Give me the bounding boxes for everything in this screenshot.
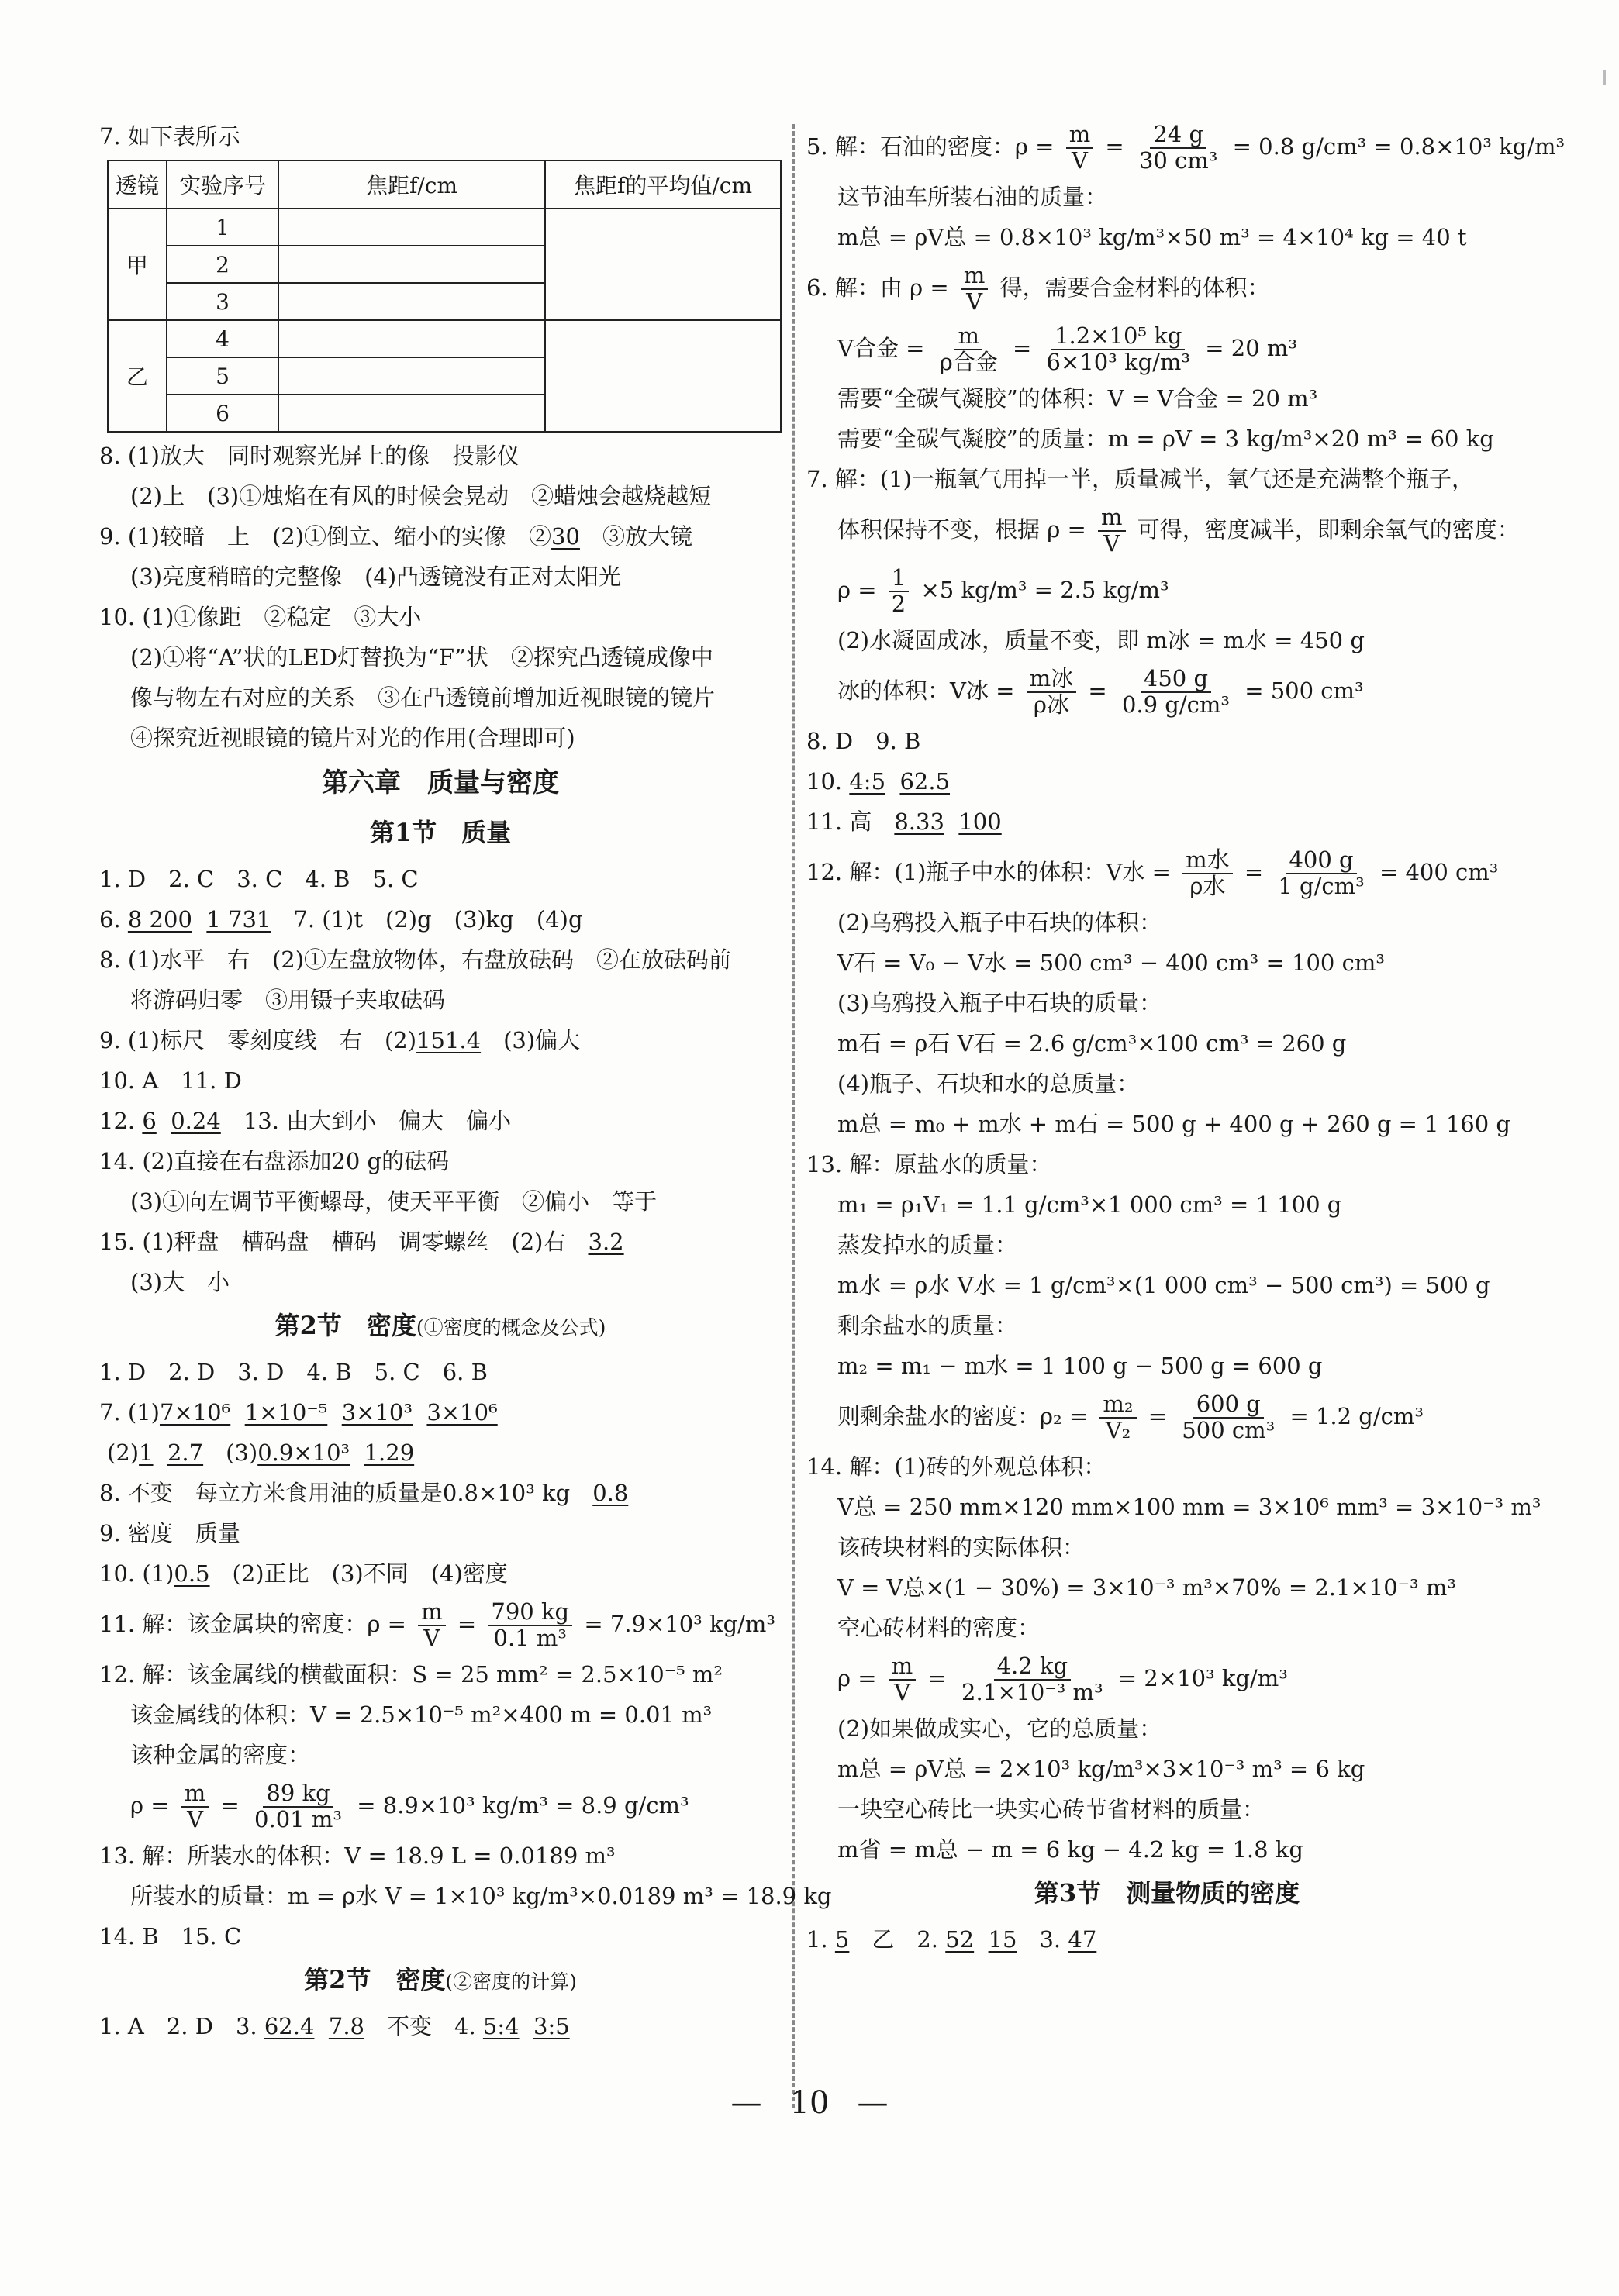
q7-title: 7. 如下表所示 <box>99 123 240 150</box>
trial-cell: 2 <box>167 246 278 283</box>
th-lens: 透镜 <box>108 160 167 209</box>
focal-cell <box>278 246 545 283</box>
page-dash-right: — <box>857 2085 889 2121</box>
answer-line: (3)亮度稍暗的完整像 (4)凸透镜没有正对太阳光 <box>130 564 622 590</box>
focal-length-table <box>107 160 782 433</box>
chapter-title: 第六章 质量与密度 <box>322 767 559 798</box>
answer-line: 1. A 2. D 3. 62.4 7.8 不变 4. 5:4 3:5 <box>99 2013 570 2039</box>
page-dash-left: — <box>730 2085 762 2121</box>
answer-line: 蒸发掉水的质量： <box>837 1232 1018 1258</box>
average-cell <box>545 320 781 432</box>
answer-line: 11. 高 8.33 100 <box>806 808 1002 835</box>
answer-line: (4)瓶子、石块和水的总质量： <box>837 1070 1140 1097</box>
answer-line: 该金属线的体积：V = 2.5×10⁻⁵ m²×400 m = 0.01 m³ <box>130 1701 713 1728</box>
answer-line: m总 = m₀ + m水 + m石 = 500 g + 400 g + 260 g = 1 160 g <box>837 1111 1510 1137</box>
answer-line: 该种金属的密度： <box>130 1742 311 1768</box>
answer-line: m₁ = ρ₁V₁ = 1.1 g/cm³×1 000 cm³ = 1 100 g <box>837 1191 1342 1218</box>
th-average: 焦距f的平均值/cm <box>545 160 781 209</box>
formula-line: ρ = $\frac{m}{V}$ = $\frac{89 kg}{\text{0.01 m³}}$ = 8.9×10³ kg/m³ = 8.9 g/cm³ <box>130 1780 689 1832</box>
answer-line: 1. D 2. D 3. D 4. B 5. C 6. B <box>99 1359 488 1385</box>
answer-line: 12. 解：该金属线的横截面积：S = 25 mm² = 2.5×10⁻⁵ m² <box>99 1661 723 1688</box>
left-column <box>99 116 832 2046</box>
answer-line: V总 = 250 mm×120 mm×100 mm = 3×10⁶ mm³ = 3×10⁻³ m³ <box>837 1494 1541 1520</box>
answer-line: 像与物左右对应的关系 ③在凸透镜前增加近视眼镜的镜片 <box>130 684 716 711</box>
column-divider <box>792 124 795 2108</box>
answer-line: 8. D 9. B <box>806 728 921 754</box>
focal-cell <box>278 283 545 320</box>
answer-line: V = V总×(1 − 30%) = 3×10⁻³ m³×70% = 2.1×10⁻³ m³ <box>837 1574 1456 1601</box>
edge-mark <box>1603 70 1606 85</box>
answer-line: 一块空心砖比一块实心砖节省材料的质量： <box>837 1796 1265 1822</box>
section-title: 第1节 质量 <box>369 818 512 847</box>
answer-line: m总 = ρV总 = 2×10³ kg/m³×3×10⁻³ m³ = 6 kg <box>837 1756 1365 1782</box>
th-focal: 焦距f/cm <box>278 160 545 209</box>
answer-line: 将游码归零 ③用镊子夹取砝码 <box>130 987 446 1013</box>
answer-line: (3)①向左调节平衡螺母，使天平平衡 ②偏小 等于 <box>130 1188 658 1215</box>
focal-cell <box>278 357 545 395</box>
section-title: 第2节 密度(①密度的概念及公式) <box>274 1311 606 1340</box>
answer-line: 剩余盐水的质量： <box>837 1312 1018 1339</box>
answer-line: m省 = m总 − m = 6 kg − 4.2 kg = 1.8 kg <box>837 1836 1303 1863</box>
answer-line: (2)上 (3)①烛焰在有风的时候会晃动 ②蜡烛会越烧越短 <box>130 483 712 509</box>
page-number <box>0 2085 1619 2121</box>
answer-line: m石 = ρ石 V石 = 2.6 g/cm³×100 cm³ = 260 g <box>837 1030 1347 1057</box>
answer-line: m₂ = m₁ − m水 = 1 100 g − 500 g = 600 g <box>837 1353 1323 1379</box>
answer-line: 1. D 2. C 3. C 4. B 5. C <box>99 866 419 892</box>
answer-line: m总 = ρV总 = 0.8×10³ kg/m³×50 m³ = 4×10⁴ kg = 40 t <box>837 224 1467 250</box>
trial-cell: 1 <box>167 209 278 246</box>
answer-line: 8. (1)放大 同时观察光屏上的像 投影仪 <box>99 443 520 469</box>
answer-line: ④探究近视眼镜的镜片对光的作用(合理即可) <box>130 725 575 751</box>
formula-line: ρ = $\frac{m}{V}$ = $\frac{4.2 kg}{\text{2.1×10⁻³ m³}}$ = 2×10³ kg/m³ <box>837 1653 1288 1705</box>
answer-line: (2)1 2.7 (3)0.9×10³ 1.29 <box>107 1439 415 1466</box>
answer-line: 14. B 15. C <box>99 1923 242 1950</box>
answer-line: 8. (1)水平 右 (2)①左盘放物体，右盘放砝码 ②在放砝码前 <box>99 946 732 973</box>
average-cell <box>545 209 781 320</box>
answer-line: 这节油车所装石油的质量： <box>837 184 1108 210</box>
answer-line: 13. 解：原盐水的质量： <box>806 1151 1052 1177</box>
answer-line: 7. 解：(1)一瓶氧气用掉一半，质量减半，氧气还是充满整个瓶子， <box>806 466 1474 492</box>
answer-line: 12. 6 0.24 13. 由大到小 偏大 偏小 <box>99 1108 512 1134</box>
answer-line: 9. (1)较暗 上 (2)①倒立、缩小的实像 ②30 ③放大镜 <box>99 523 692 550</box>
focal-cell <box>278 320 545 357</box>
formula-line: 则剩余盐水的密度：ρ₂ = $\frac{\text{m₂}}{\text{V₂}}$ = $\frac{600 g}{\text{500 cm³}}$ = 1.2 g/cm³ <box>837 1391 1424 1443</box>
answer-line: 10. (1)0.5 (2)正比 (3)不同 (4)密度 <box>99 1560 508 1587</box>
answer-line: (2)如果做成实心，它的总质量： <box>837 1715 1162 1742</box>
answer-line: 10. A 11. D <box>99 1067 242 1094</box>
answer-line: 1. 5 乙 2. 52 15 3. 47 <box>806 1926 1097 1953</box>
formula-line: V合金 = $\frac{m}{\text{ρ合金}}$ = $\frac{\text{1.2×10⁵ kg}}{\text{6×10³ kg/m³}}$ = 20 m³ <box>837 322 1298 375</box>
answer-line: 所装水的质量：m = ρ水 V = 1×10³ kg/m³×0.0189 m³ = 18.9 kg <box>130 1883 832 1909</box>
lens-jia: 甲 <box>108 209 167 320</box>
answer-line: 13. 解：所装水的体积：V = 18.9 L = 0.0189 m³ <box>99 1843 616 1869</box>
answer-line: 10. (1)①像距 ②稳定 ③大小 <box>99 604 422 630</box>
section-title: 第3节 测量物质的密度 <box>1034 1878 1300 1908</box>
formula-line: 6. 解：由 ρ = $\frac{m}{V}$ 得，需要合金材料的体积： <box>806 262 1270 315</box>
answer-line: m水 = ρ水 V水 = 1 g/cm³×(1 000 cm³ − 500 cm³) = 500 g <box>837 1272 1490 1298</box>
page-number-value: 10 <box>789 2085 830 2121</box>
answer-line: 需要“全碳气凝胶”的质量：m = ρV = 3 kg/m³×20 m³ = 60 kg <box>837 426 1494 452</box>
answer-line: 9. 密度 质量 <box>99 1520 240 1546</box>
trial-cell: 5 <box>167 357 278 395</box>
answer-line: (2)①将“A”状的LED灯替换为“F”状 ②探究凸透镜成像中 <box>130 644 713 671</box>
focal-cell <box>278 209 545 246</box>
formula-line: 11. 解：该金属块的密度：ρ = $\frac{m}{V}$ = $\frac{790 kg}{\text{0.1 m³}}$ = 7.9×10³ kg/m³ <box>99 1598 776 1651</box>
formula-line: 冰的体积：V冰 = $\frac{\text{m冰}}{\text{ρ冰}}$ = $\frac{450 g}{\text{0.9 g/cm³}}$ = 500 cm³ <box>837 665 1364 718</box>
focal-cell <box>278 395 545 432</box>
answer-line: 10. 4:5 62.5 <box>806 768 951 795</box>
answer-line: (3)乌鸦投入瓶子中石块的质量： <box>837 990 1162 1016</box>
trial-cell: 3 <box>167 283 278 320</box>
answer-line: 空心砖材料的密度： <box>837 1615 1041 1641</box>
answer-line: 6. 8 200 1 731 7. (1)t (2)g (3)kg (4)g <box>99 906 583 933</box>
right-column <box>806 116 1565 1960</box>
answer-line: V石 = V₀ − V水 = 500 cm³ − 400 cm³ = 100 cm³ <box>837 950 1385 976</box>
trial-cell: 4 <box>167 320 278 357</box>
answer-line: 14. 解：(1)砖的外观总体积： <box>806 1453 1106 1480</box>
formula-line: 12. 解：(1)瓶子中水的体积：V水 = $\frac{\text{m水}}{\text{ρ水}}$ = $\frac{400 g}{\text{1 g/cm³}}$ = 400 cm³ <box>806 846 1499 899</box>
answer-line: 8. 不变 每立方米食用油的质量是0.8×10³ kg 0.8 <box>99 1480 629 1506</box>
answer-line: 15. (1)秤盘 槽码盘 槽码 调零螺丝 (2)右 3.2 <box>99 1229 624 1255</box>
trial-cell: 6 <box>167 395 278 432</box>
answer-line: 该砖块材料的实际体积： <box>837 1534 1086 1560</box>
th-trial: 实验序号 <box>167 160 278 209</box>
answer-line: 14. (2)直接在右盘添加20 g的砝码 <box>99 1148 450 1174</box>
answer-line: (2)乌鸦投入瓶子中石块的体积： <box>837 909 1162 936</box>
answer-line: 9. (1)标尺 零刻度线 右 (2)151.4 (3)偏大 <box>99 1027 581 1053</box>
lens-yi: 乙 <box>108 320 167 432</box>
answer-line: (2)水凝固成冰，质量不变，即 m冰 = m水 = 450 g <box>837 627 1365 653</box>
answer-line: (3)大 小 <box>130 1269 230 1295</box>
section-title: 第2节 密度(②密度的计算) <box>304 1965 577 1994</box>
answer-line: 需要“全碳气凝胶”的体积：V = V合金 = 20 m³ <box>837 385 1318 412</box>
blank-answer: 30 <box>551 523 580 550</box>
formula-line: 5. 解：石油的密度：ρ = $\frac{m}{V}$ = $\frac{24 g}{\text{30 cm³}}$ = 0.8 g/cm³ = 0.8×10³ kg/m³ <box>806 121 1565 174</box>
formula-line: ρ = $\frac{1}{2}$ ×5 kg/m³ = 2.5 kg/m³ <box>837 564 1169 617</box>
formula-line: 体积保持不变，根据 ρ = $\frac{m}{V}$ 可得，密度减半，即剩余氧气的密度： <box>837 504 1520 557</box>
answer-line: 7. (1)7×10⁶ 1×10⁻⁵ 3×10³ 3×10⁶ <box>99 1399 498 1426</box>
